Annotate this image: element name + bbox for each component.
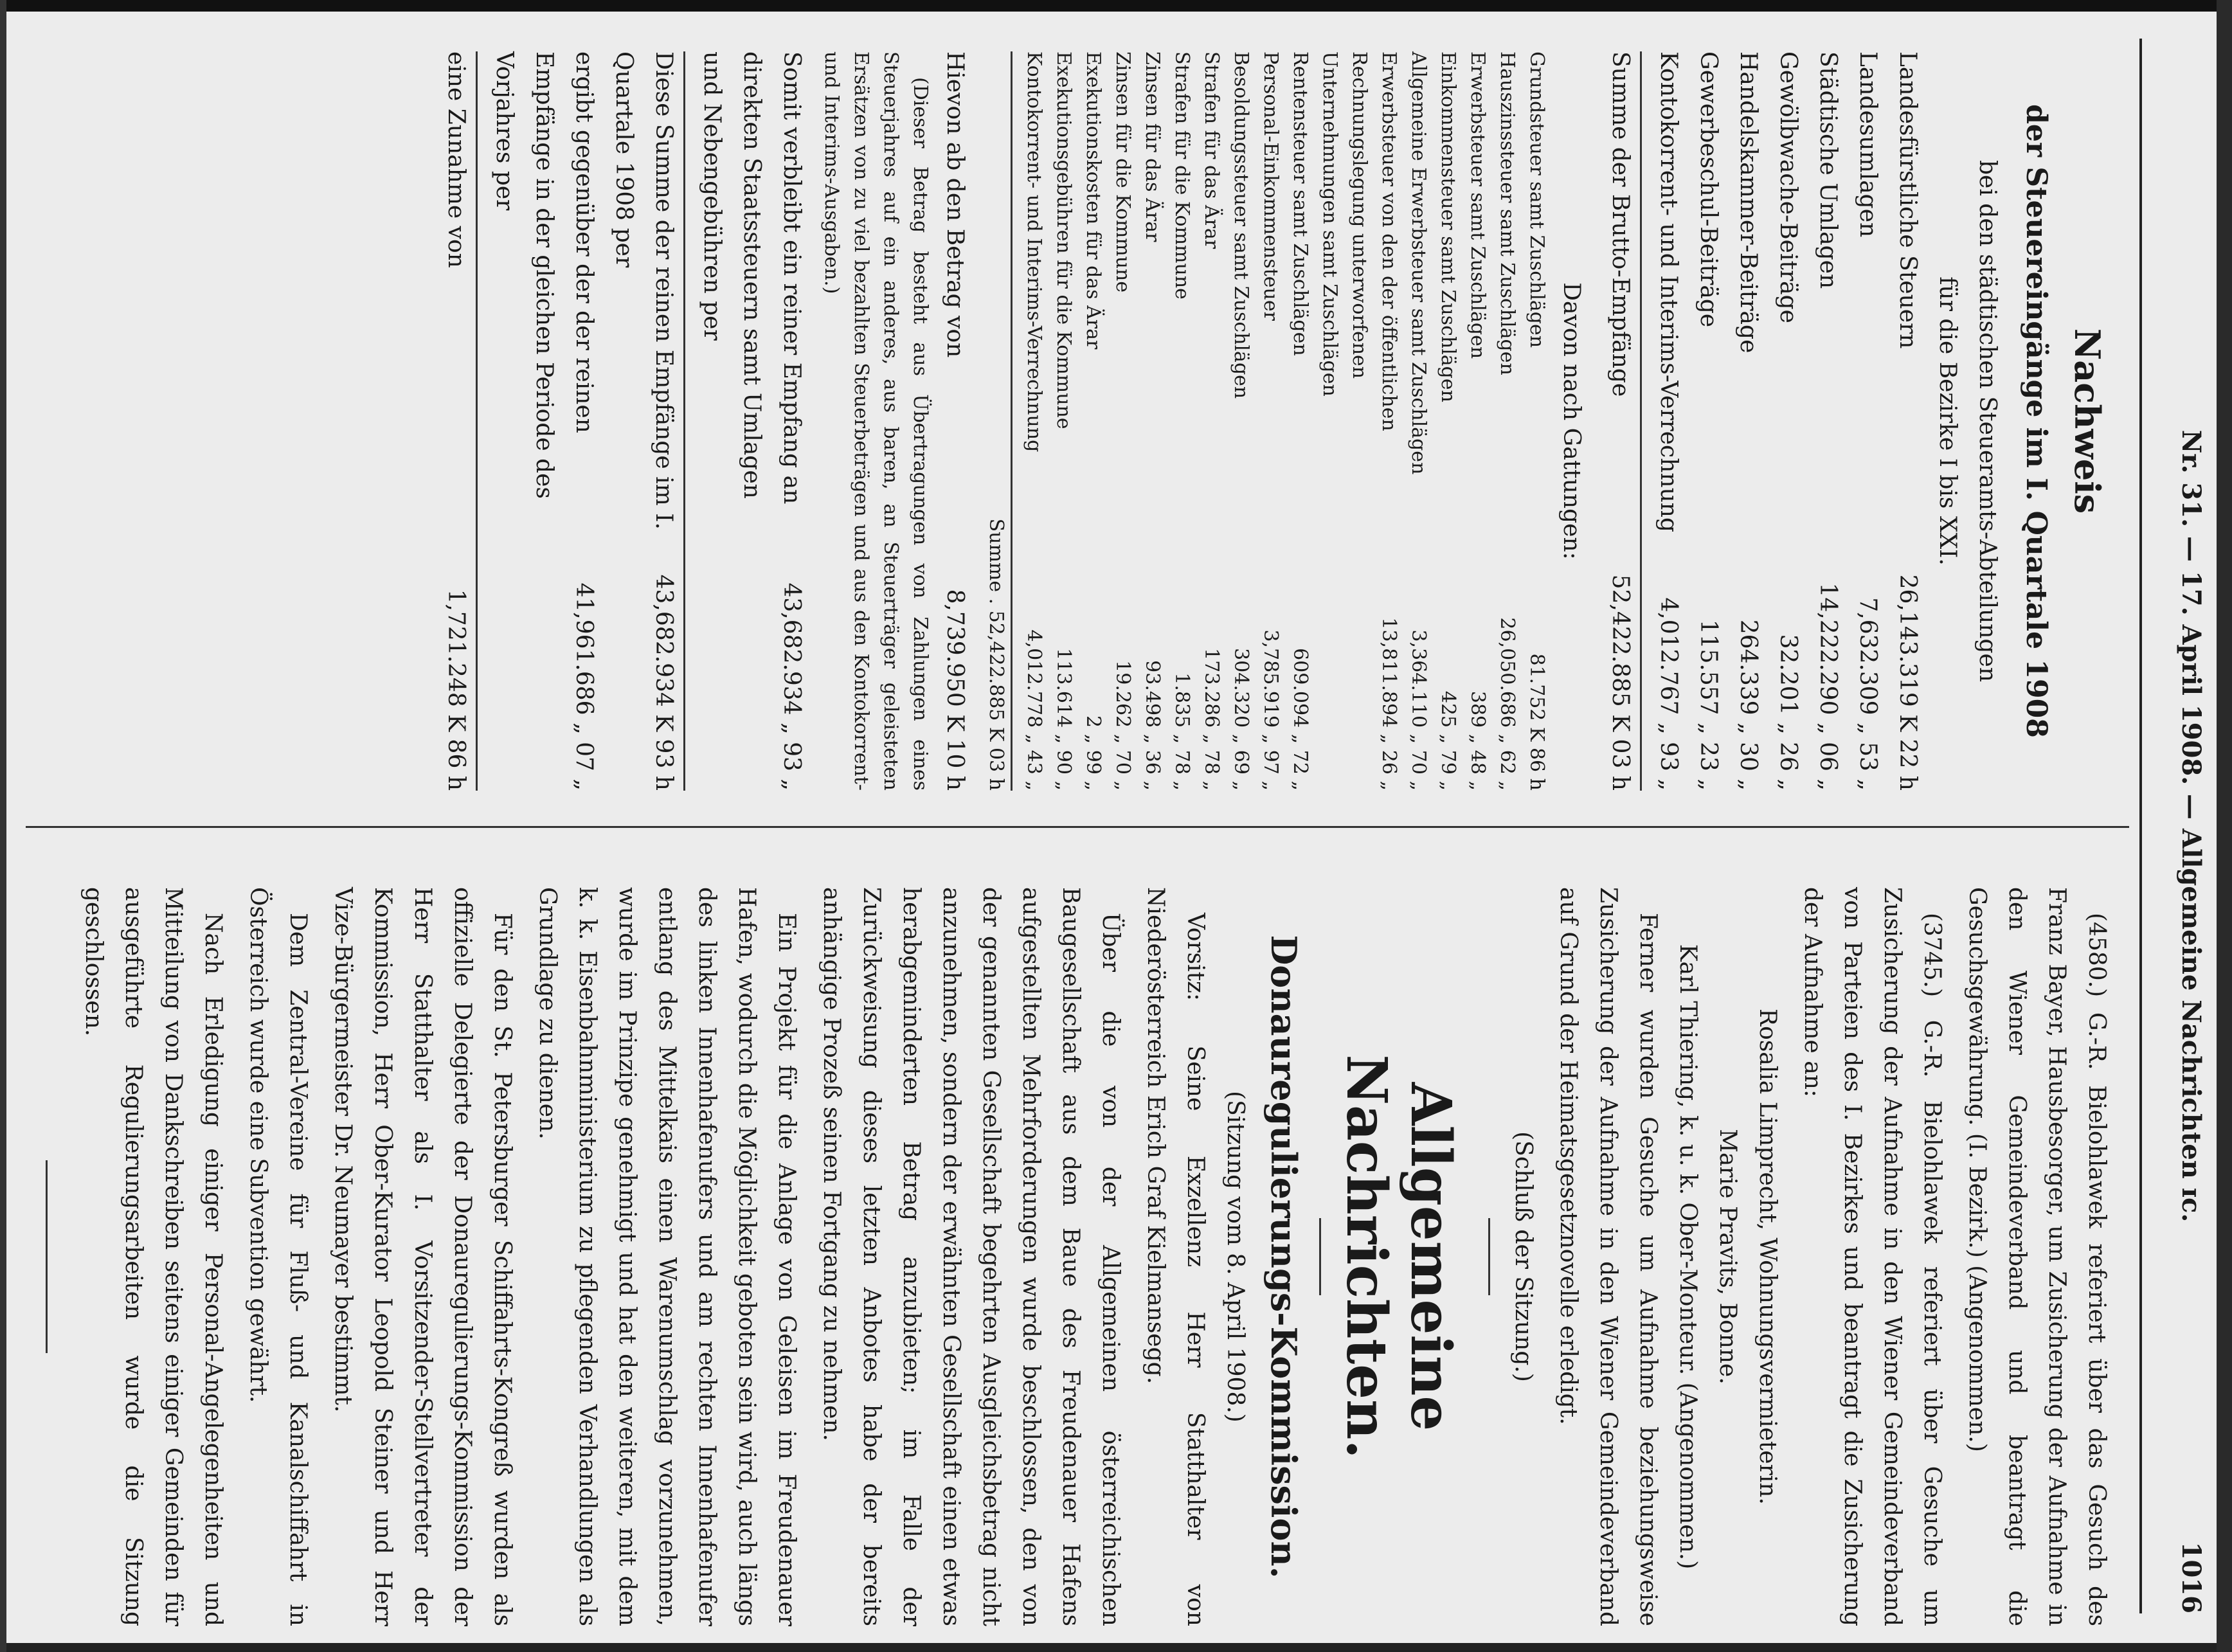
paragraph-4580: (4580.) G.-R. Bielohlawek referiert über das Gesuch des Franz Bayer, Hausbesorger, um Zusicherung der Aufnahme in den Wiener Gemeindeverband und beantragt die Gesuchsgewährung. (I. Bezirk.) (Angenommen.) [1964,887,2110,1626]
session-date: (Sitzung vom 8. April 1908.) [1222,1091,1248,1423]
total-row: Summe der Brutto-Empfänge 52,422.885 K 03 h [1600,51,1642,791]
text-column [20,887,2116,1626]
table-row: Gewerbeschul-Beiträge 115.557 „ 23 „ [1695,51,1722,791]
paragraph-ferner: Ferner wurden Gesuche um Aufnahme beziehungsweise Zusicherung der Aufnahme in den Wiener Gemeindeverband auf Grund der Heimatsgesetznovelle erledigt. [1555,887,1661,1626]
statement-column [436,51,2116,791]
table-row: Gewölbwache-Beiträge 32.201 „ 26 „ [1775,51,1801,791]
table-row: Strafen für das Ärar 173.286 „ 78 „ [1200,51,1223,791]
table-row: Exekutionskosten für das Ärar 2 „ 99 „ [1082,51,1104,791]
table-row: Handelskammer-Beiträge 264.339 „ 30 „ [1735,51,1761,791]
separator [1319,1218,1321,1295]
paragraph-projekt: Ein Projekt für die Anlage von Geleisen im Freudenauer Hafen, wodurch die Möglichkeit geboten sein wird, auch längs des linken Innenhafenufers und am rechten Innenhafenufer entlang des Mittelkais einen Warenumschlag vorzunehmen, wurde im Prinzipe genehmigt und hat den weiteren, mit dem k. k. Eisenbahnministerium zu pflegenden Verhandlungen als Grundlage zu dienen. [534,887,800,1626]
name-1: Rosalia Limprecht, Wohnungsvermieterin. [1754,1009,1781,1505]
detail-sum-row: Summe . 52,422.885 K 03 h [981,51,1013,791]
name-2: Marie Pravits, Bonne. [1715,1129,1741,1385]
net-row: Somit verbleibt ein reiner Empfang an direkten Staatssteuern samt Umlagen und Nebengebühren per 43,682.934 „ 93 „ [699,51,805,791]
table-row: Erwerbsteuer von den der öffentlichen Rechnungslegung unterworfenen Unternehmungen samt Zuschlägen 13,811.894 „ 26 „ [1318,51,1400,791]
statement-sub3: für die Bezirke I bis XXI. [1934,276,1961,566]
end-rule [46,1160,48,1353]
table-row: Hauszinssteuer samt Zuschlägen 26,050.686 „ 62 „ [1496,51,1518,791]
deduction-note: (Dieser Betrag besteht aus Übertragungen von Zahlungen eines Steuerjahres auf ein anderes, aus baren, an Steuerträger geleisteten Ersätzen von zu viel bezahlten Steuerbeträgen und aus den Kontokorrent- und Interims-Ausgaben.) [820,51,932,791]
table-row: Zinsen für die Kommune 19.262 „ 70 „ [1112,51,1134,791]
table-row: Exekutionsgebühren für die Kommune 113.614 „ 90 „ [1052,51,1075,791]
name-3: Karl Thiering, k. u. k. Ober-Monteur. (Angenommen.) [1675,944,1701,1570]
session-closing: (Schluß der Sitzung.) [1510,1131,1536,1382]
page-header [2161,39,2206,1613]
increase-row: eine Zunahme von 1,721.248 K 86 h [436,51,478,791]
chair-line: Vorsitz: Seine Exzellenz Herr Statthalter von Niederösterreich Erich Graf Kielmansegg. [1142,887,1209,1626]
column-divider [26,826,2129,828]
table-row: Einkommensteuer samt Zuschlägen 425 „ 79 „ [1437,51,1459,791]
table-row: Rentensteuer samt Zuschlägen 609.094 „ 72 „ [1289,51,1311,791]
table-row: Landesfürstliche Steuern 26,143.319 K 22 h [1895,51,1921,791]
table-row: Zinsen für das Ärar 93.498 „ 36 „ [1141,51,1164,791]
table-row: Grundsteuer samt Zuschlägen 81.752 K 86 h [1526,51,1548,791]
table-row: Landesumlagen 7,632.309 „ 53 „ [1855,51,1881,791]
statement-sub2: bei den städtischen Steueramts-Abteilungen [1974,159,2001,683]
paragraph-baugesellschaft: Über die von der Allgemeinen österreichischen Baugesellschaft aus dem Baue des Freudenauer Hafens aufgestellten Mehrforderungen wurde beschlossen, den von der genannten Gesellschaft begehrten Ausgleichsbetrag nicht anzunehmen, sondern der erwähnten Gesellschaft einen etwas herabgeminderten Betrag anzubieten; im Falle der Zurückweisung dieses letzten Anbotes habe der bereits anhängige Prozeß seinen Fortgang zu nehmen. [818,887,1124,1626]
table-row: Besoldungssteuer samt Zuschlägen 304.320 „ 69 „ [1230,51,1252,791]
header-title: Nr. 31. — 17. April 1908. — Allgemeine Nachrichten ɪc. [2176,429,2206,1223]
separator [1488,1218,1490,1295]
commission-title: Donauregulierungs-Kommission. [1263,935,1304,1579]
paragraph-3745: (3745.) G.-R. Bielohlawek referiert über Gesuche um Zusicherung der Aufnahme in den Wiener Gemeindeverband von Parteien des I. Bezirkes und beantragt die Zusicherung der Aufnahme an: [1799,887,1945,1626]
quarter-row: Diese Summe der reinen Empfänge im I. Quartale 1908 per 43,682.934 K 93 h [604,51,685,791]
paragraph-kongress: Für den St. Petersburger Schiffahrts-Kongreß wurden als offizielle Delegierte der Donauregulierungs-Kommission der Herr Statthalter als I. Vorsitzender-Stellvertreter der Kommission, Herr Ober-Kurator Leopold Steiner und Herr Vize-Bürgermeister Dr. Neumayer bestimmt. [330,887,516,1626]
table-row: Allgemeine Erwerbsteuer samt Zuschlägen 3,364.110 „ 70 „ [1407,51,1430,791]
detail-table [981,51,1551,791]
breakdown-heading: Davon nach Gattungen: [1558,282,1585,560]
table-row: Kontokorrent- und Interims-Verrechnung 4,012.778 „ 43 „ [1023,51,1045,791]
table-row: Strafen für die Kommune 1.835 „ 78 „ [1171,51,1193,791]
section-title: Allgemeine Nachrichten. [1334,1054,1463,1459]
deduction-row: Hievon ab den Betrag von 8,739.950 K 10 h [942,51,968,791]
table-row: Personal-Einkommensteuer 3,785.919 „ 97 „ [1259,51,1282,791]
statement-title: Nachweis [2067,328,2108,514]
paragraph-erledigung: Nach Erledigung einiger Personal-Angelegenheiten und Mitteilung von Dankschreiben seitens einiger Gemeinden für ausgeführte Regulierungsarbeiten wurde die Sitzung geschlossen. [80,887,226,1626]
header-rule [2139,39,2142,1613]
paragraph-subvention: Dem Zentral-Vereine für Fluß- und Kanalschiffahrt in Österreich wurde eine Subvention gewährt. [245,887,311,1626]
table-row: Städtische Umlagen 14,222.290 „ 06 „ [1815,51,1841,791]
table-row: Kontokorrent- und Interims-Verrechnung 4,012.767 „ 93 „ [1655,51,1682,791]
statement-subtitle: der Steuereingänge im I. Quartale 1908 [2020,104,2053,738]
main-table [1600,51,1927,791]
page-number: 1016 [2176,1541,2206,1613]
table-row: Erwerbsteuer samt Zuschlägen 389 „ 48 „ [1466,51,1489,791]
previous-year-row: ergibt gegenüber der der reinen Empfänge in der gleichen Periode des Vorjahres per 41,961.686 „ 07 „ [491,51,597,791]
